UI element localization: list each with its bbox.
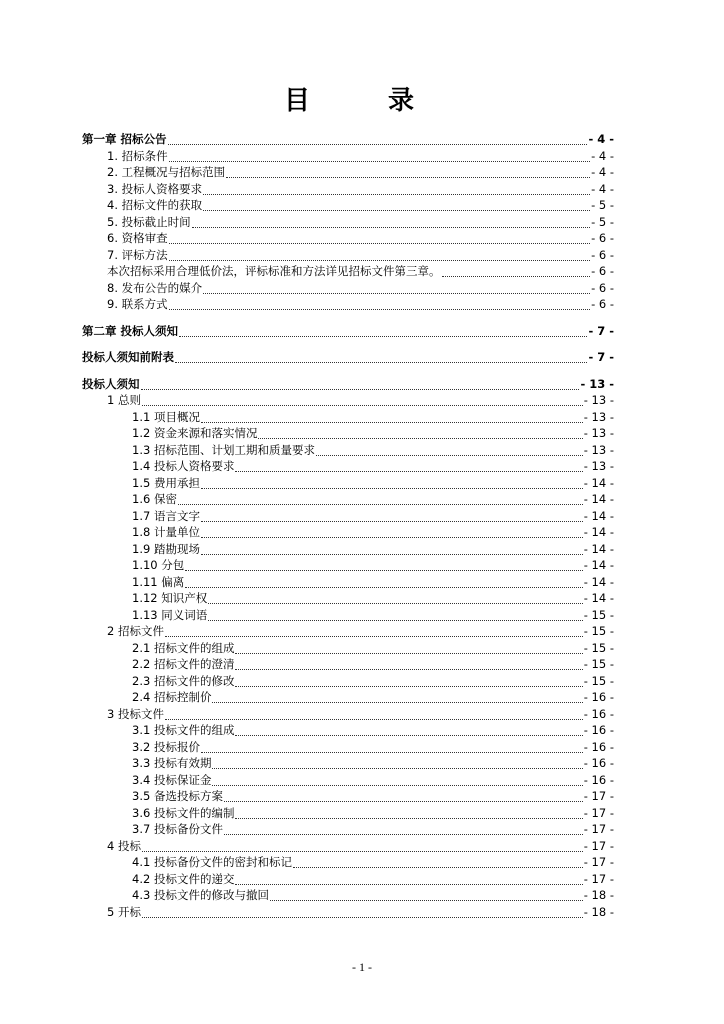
toc-entry-title: 1.9 踏勘现场 [132, 541, 200, 556]
toc-entry-title: 2.3 招标文件的修改 [132, 673, 235, 688]
toc-entry-page: - 16 - [583, 690, 614, 704]
toc-leader-dots [179, 326, 587, 337]
toc-entry-title: 2. 工程概况与招标范围 [107, 165, 226, 179]
toc-entry[interactable] [107, 198, 614, 213]
toc-entry-title: 第二章 投标人须知 [82, 323, 179, 338]
toc-entry[interactable] [132, 723, 614, 738]
toc-entry[interactable] [107, 165, 614, 180]
toc-entry-page: - 13 - [583, 393, 614, 407]
toc-entry-page: - 13 - [583, 426, 614, 440]
toc-entry-page: - 6 - [591, 264, 614, 278]
toc-entry[interactable] [132, 789, 614, 804]
toc-leader-dots [224, 791, 583, 802]
toc-entry-title: 3.5 备选投标方案 [132, 789, 223, 803]
toc-entry-title: 2.1 招标文件的组成 [132, 640, 235, 655]
toc-entry-page: - 14 - [583, 558, 614, 572]
toc-entry[interactable] [107, 624, 614, 639]
toc-entry-title: 4.3 投标文件的修改与撤回 [132, 888, 269, 902]
toc-entry-title: 3.2 投标报价 [132, 739, 200, 754]
toc-entry-title: 本次招标采用合理低价法，评标标准和方法详见招标文件第三章。 [107, 264, 441, 278]
toc-entry-title: 1.13 同义词语 [132, 607, 208, 622]
toc-leader-dots [165, 709, 583, 720]
toc-entry[interactable] [107, 231, 614, 246]
toc-leader-dots [169, 233, 590, 244]
toc-entry-title: 1.10 分包 [132, 558, 185, 572]
toc-leader-dots [224, 824, 583, 835]
toc-entry[interactable] [132, 525, 614, 540]
toc-entry[interactable] [82, 377, 614, 392]
toc-leader-dots [203, 184, 590, 195]
toc-entry-title: 3.4 投标保证金 [132, 772, 212, 787]
toc-leader-dots [235, 725, 582, 736]
toc-entry-page: - 14 - [583, 475, 614, 490]
toc-leader-dots [293, 857, 583, 868]
toc-leader-dots [201, 412, 583, 423]
toc-entry-page: - 14 - [583, 591, 614, 605]
toc-leader-dots [442, 266, 591, 277]
toc-entry-page: - 17 - [583, 789, 614, 803]
toc-leader-dots [165, 626, 583, 637]
toc-entry-title: 1.3 招标范围、计划工期和质量要求 [132, 442, 315, 457]
toc-entry-title: 4 投标 [107, 838, 141, 853]
toc-entry[interactable] [132, 492, 614, 507]
toc-leader-dots [235, 659, 582, 670]
toc-entry[interactable] [107, 215, 614, 230]
toc-entry-title: 1 总则 [107, 393, 141, 407]
toc-entry-title: 1.5 费用承担 [132, 475, 200, 490]
toc-entry-title: 6. 资格审查 [107, 231, 168, 245]
toc-entry[interactable] [132, 608, 614, 623]
toc-entry-page: - 7 - [588, 323, 614, 338]
toc-entry-title: 3. 投标人资格要求 [107, 181, 203, 196]
toc-entry-title: 1.4 投标人资格要求 [132, 459, 235, 473]
toc-entry-page: - 16 - [583, 772, 614, 787]
toc-entry[interactable] [132, 657, 614, 672]
toc-entry[interactable] [107, 149, 614, 164]
toc-leader-dots [212, 692, 582, 703]
toc-entry-page: - 5 - [591, 198, 614, 212]
toc-leader-dots [203, 283, 590, 294]
toc-entry-page: - 16 - [583, 756, 614, 770]
toc-entry-title: 第一章 招标公告 [82, 132, 167, 146]
toc-leader-dots [201, 478, 583, 489]
toc-leader-dots [185, 577, 582, 588]
toc-entry-title: 2.4 招标控制价 [132, 690, 212, 704]
toc-leader-dots [185, 560, 582, 571]
toc-leader-dots [169, 151, 590, 162]
toc-entry-title: 3.1 投标文件的组成 [132, 723, 235, 737]
toc-entry[interactable] [132, 756, 614, 771]
toc-entry-page: - 6 - [591, 247, 614, 262]
toc-entry[interactable] [107, 264, 614, 279]
toc-leader-dots [201, 527, 583, 538]
toc-entry-page: - 17 - [583, 871, 614, 886]
toc-entry[interactable] [132, 674, 614, 689]
toc-entry[interactable] [107, 248, 614, 263]
toc-leader-dots [235, 643, 582, 654]
toc-entry[interactable] [132, 806, 614, 821]
toc-entry-title: 3.3 投标有效期 [132, 756, 212, 770]
toc-entry-title: 1.12 知识产权 [132, 591, 208, 605]
toc-entry-title: 1.2 资金来源和落实情况 [132, 426, 258, 440]
toc-entry-page: - 18 - [583, 888, 614, 902]
toc-entry[interactable] [132, 888, 614, 903]
toc-leader-dots [235, 874, 582, 885]
toc-entry-title: 1.7 语言文字 [132, 508, 200, 523]
toc-entry[interactable] [132, 690, 614, 705]
toc-entry-page: - 16 - [583, 739, 614, 754]
toc-entry-page: - 18 - [583, 904, 614, 919]
toc-entry-page: - 14 - [583, 492, 614, 506]
toc-leader-dots [201, 511, 583, 522]
toc-entry[interactable] [107, 281, 614, 296]
toc-entry[interactable] [107, 297, 614, 312]
toc-entry-page: - 14 - [583, 508, 614, 523]
toc-entry-page: - 13 - [583, 442, 614, 457]
toc-leader-dots [316, 445, 583, 456]
toc-entry[interactable] [132, 542, 614, 557]
toc-leader-dots [203, 200, 590, 211]
toc-entry-title: 2 招标文件 [107, 624, 164, 638]
toc-entry-title: 投标人须知 [82, 376, 140, 391]
toc-entry[interactable] [132, 558, 614, 573]
toc-entry[interactable] [107, 393, 614, 408]
toc-leader-dots [142, 907, 583, 918]
toc-entry-title: 1.8 计量单位 [132, 525, 200, 539]
toc-entry-title: 7. 评标方法 [107, 247, 168, 262]
toc-leader-dots [258, 428, 582, 439]
toc-entry-page: - 6 - [591, 280, 614, 295]
toc-entry-page: - 6 - [591, 231, 614, 245]
toc-leader-dots [212, 775, 582, 786]
toc-entry[interactable] [132, 740, 614, 755]
toc-leader-dots [169, 250, 590, 261]
toc-entry[interactable] [82, 350, 614, 365]
toc-entry-page: - 15 - [583, 624, 614, 638]
toc-entry-title: 投标人须知前附表 [82, 350, 174, 364]
toc-leader-dots [208, 593, 582, 604]
toc-entry-title: 3.6 投标文件的编制 [132, 805, 235, 820]
toc-entry-page: - 4 - [591, 148, 614, 163]
toc-entry[interactable] [132, 822, 614, 837]
toc-leader-dots [142, 395, 583, 406]
toc-entry[interactable] [132, 509, 614, 524]
toc-entry-page: - 7 - [588, 350, 614, 364]
toc-entry-page: - 13 - [583, 459, 614, 473]
toc-entry-page: - 14 - [583, 574, 614, 589]
toc-entry-page: - 4 - [588, 132, 614, 146]
toc-entry-title: 4.1 投标备份文件的密封和标记 [132, 855, 292, 869]
toc-leader-dots [192, 217, 590, 228]
toc-entry-title: 1.6 保密 [132, 492, 177, 506]
toc-entry-page: - 14 - [583, 541, 614, 556]
toc-entry[interactable] [132, 476, 614, 491]
toc-entry-title: 1. 招标条件 [107, 148, 168, 163]
toc-leader-dots [141, 379, 580, 390]
toc-entry-title: 1.1 项目概况 [132, 409, 200, 424]
toc-entry-page: - 5 - [591, 214, 614, 229]
toc-entry-title: 3.7 投标备份文件 [132, 822, 223, 836]
toc-entry-title: 2.2 招标文件的澄清 [132, 657, 235, 671]
toc-entry[interactable] [107, 905, 614, 920]
toc-entry-title: 1.11 偏离 [132, 574, 185, 589]
toc-leader-dots [201, 742, 583, 753]
toc-entry[interactable] [132, 872, 614, 887]
toc-entry-page: - 15 - [583, 640, 614, 655]
toc-entry-title: 5 开标 [107, 904, 141, 919]
toc-leader-dots [169, 299, 590, 310]
page-number: - 1 - [352, 960, 372, 974]
toc-entry-page: - 17 - [583, 805, 614, 820]
toc-leader-dots [201, 544, 583, 555]
toc-entry-page: - 17 - [583, 838, 614, 853]
toc-entry[interactable] [107, 839, 614, 854]
toc-leader-dots [235, 676, 582, 687]
toc-entry-page: - 13 - [583, 409, 614, 424]
toc-entry-page: - 16 - [583, 723, 614, 737]
toc-entry[interactable] [132, 641, 614, 656]
toc-entry[interactable] [107, 707, 614, 722]
toc-entry-page: - 15 - [583, 673, 614, 688]
toc-leader-dots [235, 808, 582, 819]
toc-entry-title: 5. 投标截止时间 [107, 214, 191, 229]
toc-entry-page: - 17 - [583, 822, 614, 836]
toc-leader-dots [212, 758, 582, 769]
toc-entry[interactable] [132, 773, 614, 788]
toc-leader-dots [175, 352, 587, 363]
toc-leader-dots [235, 461, 582, 472]
toc-entry-page: - 15 - [583, 607, 614, 622]
toc-entry[interactable] [82, 324, 614, 339]
toc-entry-page: - 14 - [583, 525, 614, 539]
toc-entry-page: - 4 - [591, 181, 614, 196]
toc-leader-dots [168, 134, 588, 145]
toc-entry[interactable] [132, 591, 614, 606]
toc-entry[interactable] [132, 575, 614, 590]
toc-entry[interactable] [132, 443, 614, 458]
toc-entry-page: - 6 - [591, 297, 614, 311]
toc-entry-page: - 17 - [583, 855, 614, 869]
toc-leader-dots [226, 167, 590, 178]
toc-entry-title: 4. 招标文件的获取 [107, 198, 203, 212]
toc-entry-page: - 4 - [591, 165, 614, 179]
toc-entry[interactable] [107, 182, 614, 197]
toc-entry[interactable] [132, 459, 614, 474]
toc-entry[interactable] [132, 426, 614, 441]
toc-entry-title: 9. 联系方式 [107, 297, 168, 311]
toc-leader-dots [270, 890, 583, 901]
toc-entry[interactable] [82, 132, 614, 147]
toc-entry-page: - 16 - [583, 706, 614, 721]
toc-leader-dots [178, 494, 583, 505]
toc-entry[interactable] [132, 855, 614, 870]
toc-entry-title: 3 投标文件 [107, 706, 164, 721]
toc-entry-title: 8. 发布公告的媒介 [107, 280, 203, 295]
toc-entry-page: - 13 - [580, 376, 614, 391]
toc-leader-dots [208, 610, 582, 621]
toc-entry-title: 4.2 投标文件的递交 [132, 871, 235, 886]
toc-entry-page: - 15 - [583, 657, 614, 671]
toc-entry[interactable] [132, 410, 614, 425]
page-title: 目 录 [283, 86, 440, 116]
toc-leader-dots [142, 841, 583, 852]
